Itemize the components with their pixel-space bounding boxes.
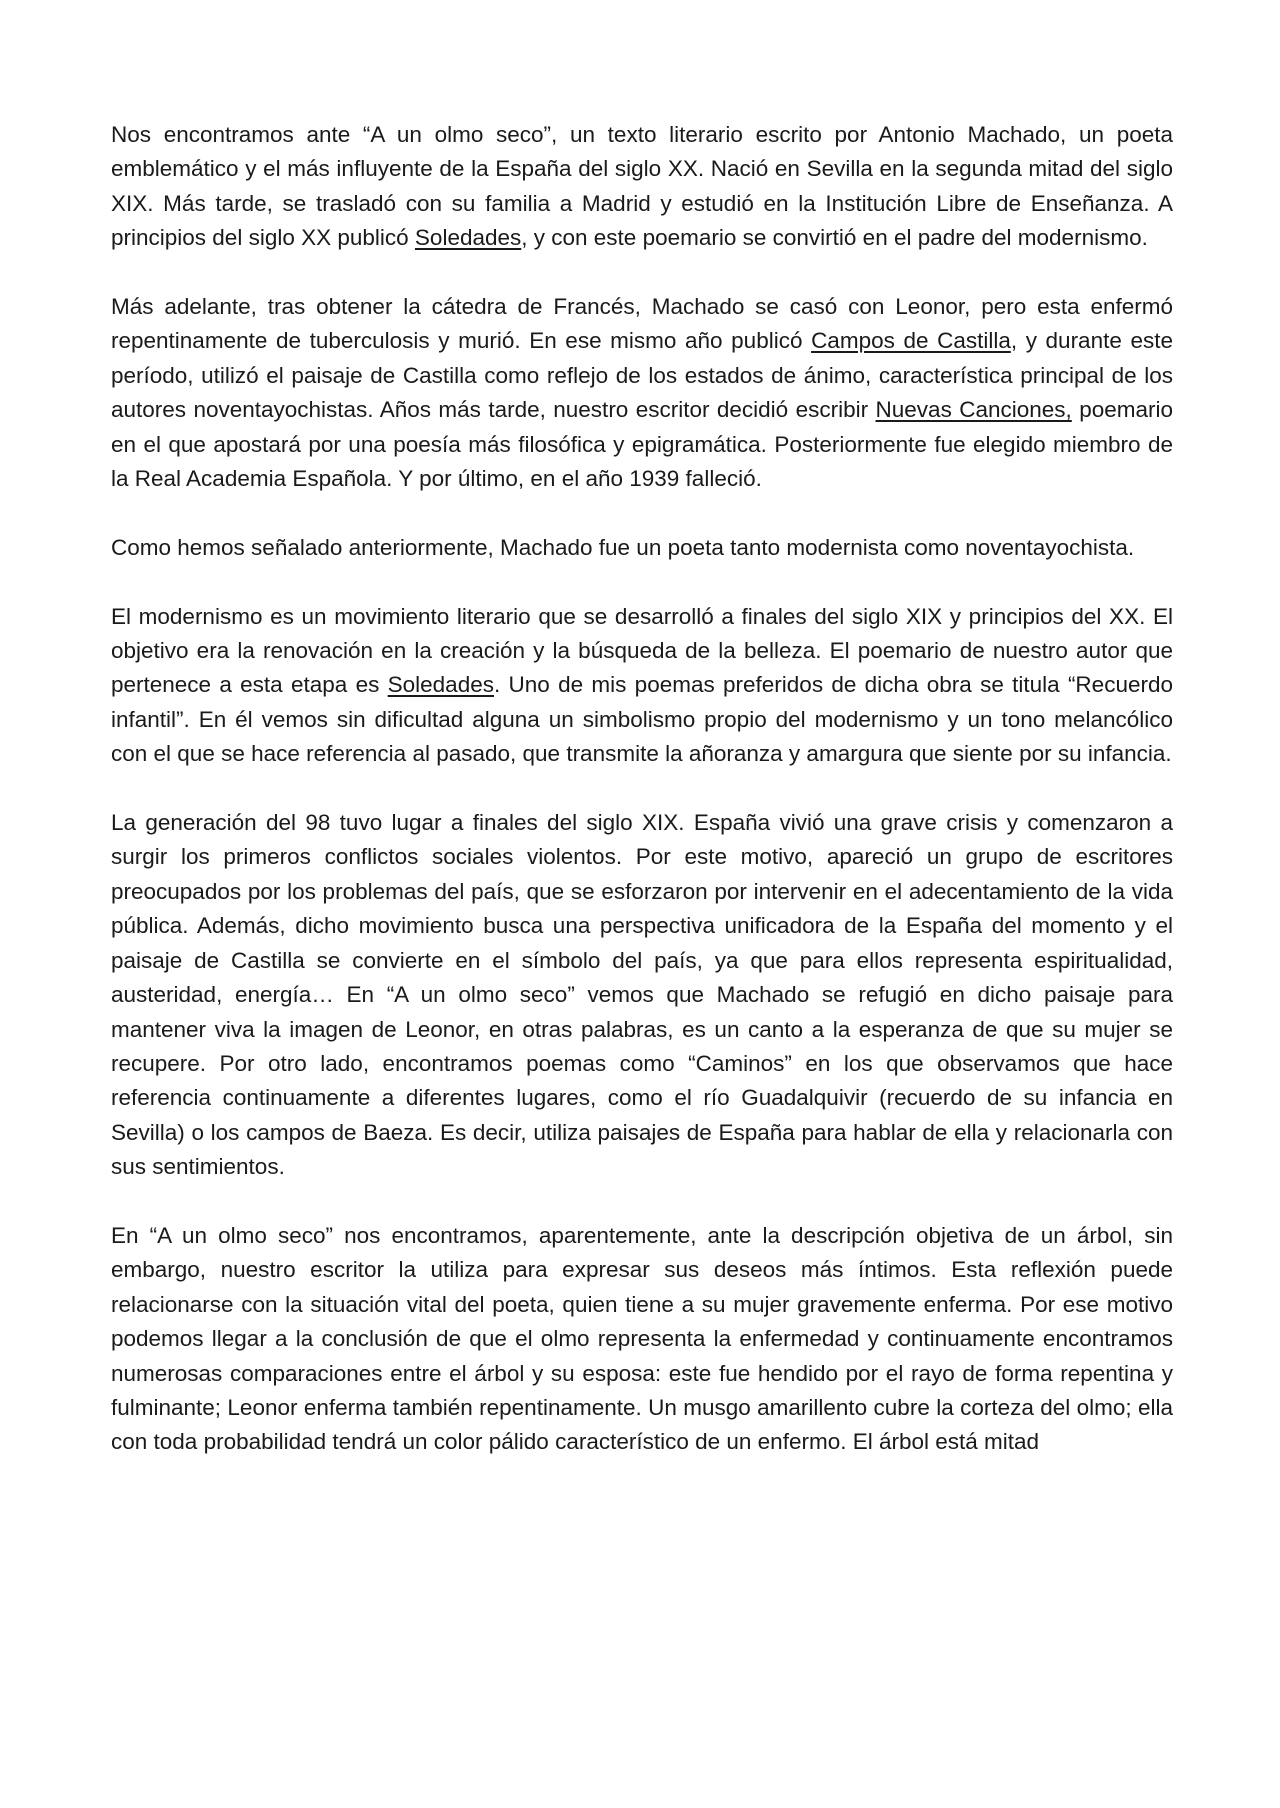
paragraph-biography: [111, 290, 1173, 496]
book-title-campos-de-castilla: Campos de Castilla: [811, 328, 1011, 354]
book-title-nuevas-canciones: Nuevas Canciones,: [875, 397, 1072, 423]
paragraph-analysis: [111, 1219, 1173, 1460]
text-segment: En “A un olmo seco” nos encontramos, aparentemente, ante la descripción objetiva de un árbol, sin embargo, nuestro escritor la utiliza para expresar sus deseos más íntimos. Esta reflexión puede relacionarse con la situación vital del poeta, quien tiene a su mujer gravemente enferma. Por ese motivo podemos llegar a la conclusión de que el olmo representa la enfermedad y continuamente encontramos numerosas comparaciones entre el árbol y su esposa: este fue hendido por el rayo de forma repentina y fulminante; Leonor enferma también repentinamente. Un musgo amarillento cubre la corteza del olmo; ella con toda probabilidad tendrá un color pálido característico de un enfermo. El árbol está mitad: [111, 1222, 1173, 1455]
text-segment: La generación del 98 tuvo lugar a finales del siglo XIX. España vivió una grave crisis y comenzaron a surgir los primeros conflictos sociales violentos. Por este motivo, apareció un grupo de escritores preocupados por los problemas del país, que se esforzaron por intervenir en el adecentamiento de la vida pública. Además, dicho movimiento busca una perspectiva unificadora de la España del momento y el paisaje de Castilla se convierte en el símbolo del país, ya que para ellos representa espiritualidad, austeridad, energía… En “A un olmo seco” vemos que Machado se refugió en dicho paisaje para mantener viva la imagen de Leonor, en otras palabras, es un canto a la esperanza de que su mujer se recupere. Por otro lado, encontramos poemas como “Caminos” en los que observamos que hace referencia continuamente a diferentes lugares, como el río Guadalquivir (recuerdo de su infancia en Sevilla) o los campos de Baeza. Es decir, utiliza paisajes de España para hablar de ella y relacionarla con sus sentimientos.: [111, 810, 1173, 1180]
paragraph-movements: [111, 531, 1173, 565]
book-title-soledades: Soledades: [387, 672, 494, 698]
document-page: [111, 118, 1173, 1494]
text-segment: Nos encontramos ante “A un olmo seco”, un texto literario escrito por Antonio Machado, un poeta emblemático y el más influyente de la España del siglo XX. Nació en Sevilla en la segunda mitad del siglo XIX. Más tarde, se trasladó con su familia a Madrid y estudió en la Institución Libre de Enseñanza. A principios del siglo XX publicó: [111, 122, 1173, 251]
book-title-soledades: Soledades: [414, 225, 522, 251]
text-segment: Como hemos señalado anteriormente, Machado fue un poeta tanto modernista como noventayochista.: [111, 534, 1135, 560]
text-segment: El modernismo es un movimiento literario que se desarrolló a finales del siglo XIX y principios del XX. El objetivo era la renovación en la creación y la búsqueda de la belleza. El poemario de nuestro autor que pertenece a esta etapa es: [111, 603, 1173, 698]
text-segment: poemario en el que apostará por una poesía más filosófica y epigramática. Posteriormente fue elegido miembro de la Real Academia Española. Y por último, en el año 1939 falleció.: [111, 397, 1174, 492]
paragraph-modernismo: [111, 600, 1173, 772]
paragraph-generacion-98: [111, 806, 1173, 1184]
text-segment: , y con este poemario se convirtió en el padre del modernismo.: [521, 225, 1148, 251]
paragraph-intro: [111, 118, 1173, 256]
text-segment: Más adelante, tras obtener la cátedra de Francés, Machado se casó con Leonor, pero esta enfermó repentinamente de tuberculosis y murió. En ese mismo año publicó: [111, 294, 1173, 354]
text-segment: . Uno de mis poemas preferidos de dicha obra se titula “Recuerdo infantil”. En él vemos sin dificultad alguna un simbolismo propio del modernismo y un tono melancólico con el que se hace referencia al pasado, que transmite la añoranza y amargura que siente por su infancia.: [111, 672, 1173, 767]
text-segment: , y durante este período, utilizó el paisaje de Castilla como reflejo de los estados de ánimo, característica principal de los autores noventayochistas. Años más tarde, nuestro escritor decidió escribir: [111, 328, 1173, 423]
